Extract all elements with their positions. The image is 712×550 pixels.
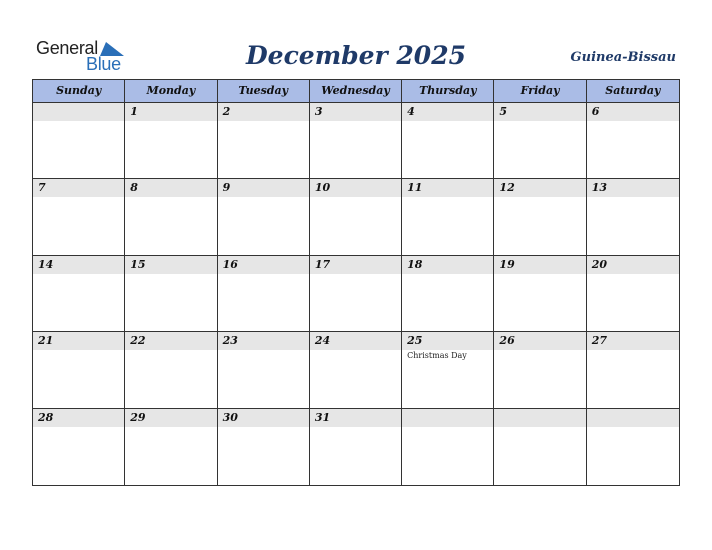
weekday-header-tuesday: Tuesday (218, 80, 310, 103)
day-cell (402, 332, 494, 408)
day-cell (402, 256, 494, 332)
day-number: 2 (218, 103, 309, 121)
day-number: 15 (125, 256, 216, 274)
day-cell (218, 256, 310, 332)
day-cell (310, 409, 402, 485)
country-name: Guinea-Bissau (570, 50, 676, 65)
day-number: 28 (33, 409, 124, 427)
day-cell (310, 179, 402, 255)
holiday-label: Christmas Day (407, 351, 467, 361)
day-number: 1 (125, 103, 216, 121)
day-cell (587, 256, 679, 332)
day-number: 13 (587, 179, 679, 197)
day-number: 6 (587, 103, 679, 121)
day-number: 25 (402, 332, 493, 350)
calendar-grid (32, 79, 680, 486)
day-number (33, 103, 124, 121)
day-cell (33, 409, 125, 485)
day-cell (125, 179, 217, 255)
day-number: 9 (218, 179, 309, 197)
day-cell (125, 103, 217, 179)
day-number: 27 (587, 332, 679, 350)
day-number: 10 (310, 179, 401, 197)
logo-word-blue: Blue (86, 54, 121, 74)
day-number: 8 (125, 179, 216, 197)
day-number: 7 (33, 179, 124, 197)
day-cell (33, 179, 125, 255)
day-cell (587, 332, 679, 408)
day-number: 21 (33, 332, 124, 350)
logo-word-general: General (36, 38, 98, 58)
day-cell (587, 103, 679, 179)
weekday-header-saturday: Saturday (587, 80, 679, 103)
day-cell (587, 409, 679, 485)
day-number: 24 (310, 332, 401, 350)
weekday-header-thursday: Thursday (402, 80, 494, 103)
day-cell (218, 103, 310, 179)
day-number: 22 (125, 332, 216, 350)
weekday-header-friday: Friday (494, 80, 586, 103)
day-cell (33, 332, 125, 408)
day-number (494, 409, 585, 427)
day-number: 3 (310, 103, 401, 121)
weekday-header-monday: Monday (125, 80, 217, 103)
day-cell (218, 179, 310, 255)
day-number: 11 (402, 179, 493, 197)
day-number: 29 (125, 409, 216, 427)
day-cell (310, 256, 402, 332)
day-number: 20 (587, 256, 679, 274)
day-cell (125, 256, 217, 332)
day-number: 5 (494, 103, 585, 121)
day-number: 12 (494, 179, 585, 197)
day-number: 4 (402, 103, 493, 121)
day-cell (218, 332, 310, 408)
day-cell (33, 256, 125, 332)
day-number: 31 (310, 409, 401, 427)
day-cell (494, 103, 586, 179)
day-number: 30 (218, 409, 309, 427)
day-cell (218, 409, 310, 485)
day-number: 23 (218, 332, 309, 350)
day-number: 18 (402, 256, 493, 274)
day-cell (494, 332, 586, 408)
day-cell (494, 256, 586, 332)
day-cell (33, 103, 125, 179)
calendar-title: December 2025 (245, 41, 466, 70)
day-cell (125, 332, 217, 408)
day-cell (310, 332, 402, 408)
day-number (402, 409, 493, 427)
day-cell (402, 409, 494, 485)
day-cell (125, 409, 217, 485)
day-cell (402, 179, 494, 255)
weekday-header-wednesday: Wednesday (310, 80, 402, 103)
day-cell (402, 103, 494, 179)
day-number: 17 (310, 256, 401, 274)
day-cell (494, 409, 586, 485)
weekday-header-sunday: Sunday (33, 80, 125, 103)
day-number: 14 (33, 256, 124, 274)
day-number: 19 (494, 256, 585, 274)
day-number: 16 (218, 256, 309, 274)
day-cell (494, 179, 586, 255)
day-cell (310, 103, 402, 179)
day-number: 26 (494, 332, 585, 350)
day-number (587, 409, 679, 427)
day-cell (587, 179, 679, 255)
